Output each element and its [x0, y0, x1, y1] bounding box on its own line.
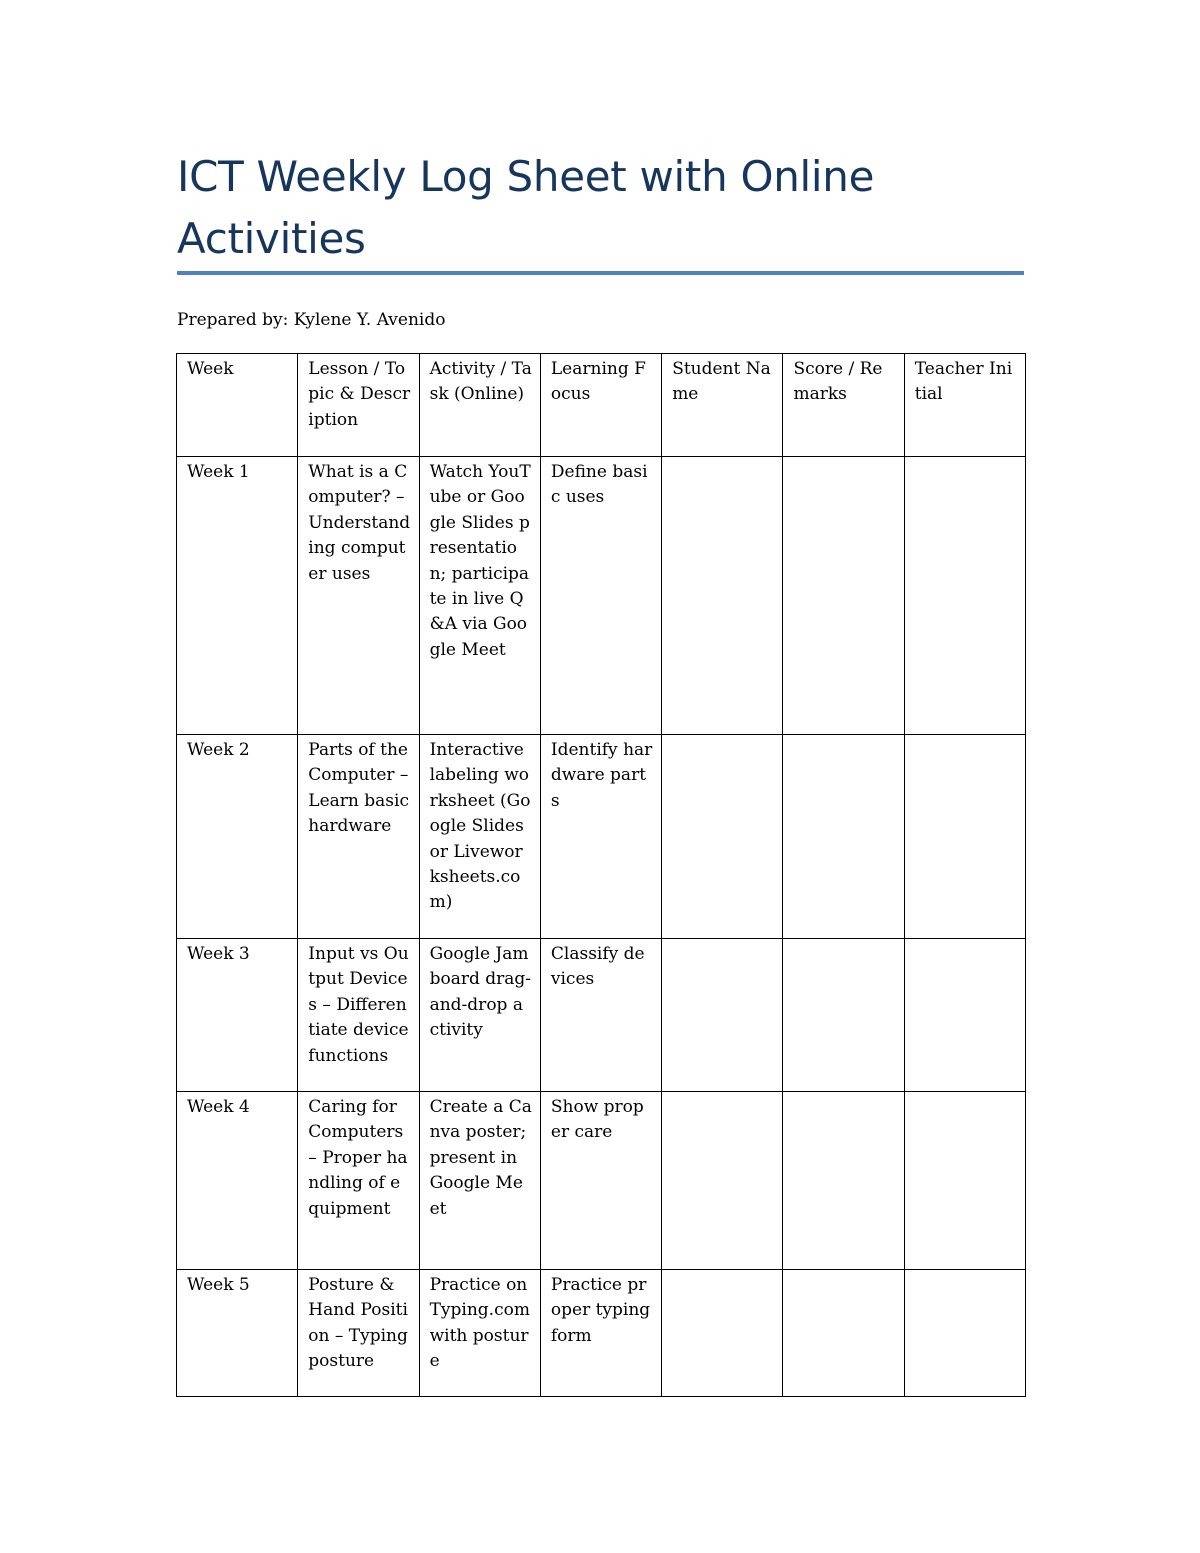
cell-score-remarks[interactable]: [783, 1092, 904, 1270]
cell-learning-focus: Identify hardware parts: [540, 735, 661, 939]
cell-student-name[interactable]: [662, 1270, 783, 1397]
cell-lesson: Parts of the Computer – Learn basic hardware: [298, 735, 419, 939]
cell-teacher-initial[interactable]: [904, 735, 1025, 939]
cell-teacher-initial[interactable]: [904, 1270, 1025, 1397]
title-underline: [177, 271, 1024, 275]
cell-week: Week 3: [177, 939, 298, 1092]
cell-learning-focus: Classify devices: [540, 939, 661, 1092]
cell-week: Week 5: [177, 1270, 298, 1397]
cell-activity: Google Jamboard drag-and-drop activity: [419, 939, 540, 1092]
cell-score-remarks[interactable]: [783, 457, 904, 735]
cell-score-remarks[interactable]: [783, 1270, 904, 1397]
table-row: [177, 939, 1026, 1092]
table-row: [177, 735, 1026, 939]
cell-activity: Interactive labeling worksheet (Google Slides or Liveworksheets.com): [419, 735, 540, 939]
cell-lesson: Posture & Hand Position – Typing posture: [298, 1270, 419, 1397]
cell-learning-focus: Define basic uses: [540, 457, 661, 735]
cell-teacher-initial[interactable]: [904, 1092, 1025, 1270]
cell-activity: Practice on Typing.com with posture: [419, 1270, 540, 1397]
cell-teacher-initial[interactable]: [904, 457, 1025, 735]
prepared-by-line: Prepared by: Kylene Y. Avenido: [177, 310, 446, 330]
cell-student-name[interactable]: [662, 735, 783, 939]
cell-week: Week 4: [177, 1092, 298, 1270]
table-row: [177, 457, 1026, 735]
cell-score-remarks[interactable]: [783, 735, 904, 939]
header-teacher-initial: Teacher Initial: [904, 354, 1025, 457]
cell-week: Week 1: [177, 457, 298, 735]
weekly-log-table: [176, 353, 1026, 1397]
header-lesson: Lesson / Topic & Description: [298, 354, 419, 457]
cell-lesson: Caring for Computers – Proper handling of equipment: [298, 1092, 419, 1270]
table-row: [177, 1092, 1026, 1270]
header-learning-focus: Learning Focus: [540, 354, 661, 457]
cell-student-name[interactable]: [662, 457, 783, 735]
cell-score-remarks[interactable]: [783, 939, 904, 1092]
header-student-name: Student Name: [662, 354, 783, 457]
cell-learning-focus: Practice proper typing form: [540, 1270, 661, 1397]
header-score-remarks: Score / Remarks: [783, 354, 904, 457]
cell-lesson: Input vs Output Devices – Differentiate device functions: [298, 939, 419, 1092]
header-week: Week: [177, 354, 298, 457]
table-header-row: [177, 354, 1026, 457]
cell-learning-focus: Show proper care: [540, 1092, 661, 1270]
cell-activity: Watch YouTube or Google Slides presentation; participate in live Q&A via Google Meet: [419, 457, 540, 735]
table-row: [177, 1270, 1026, 1397]
cell-student-name[interactable]: [662, 1092, 783, 1270]
cell-lesson: What is a Computer? – Understanding computer uses: [298, 457, 419, 735]
document-title: ICT Weekly Log Sheet with Online Activities: [177, 152, 875, 263]
cell-week: Week 2: [177, 735, 298, 939]
header-activity: Activity / Task (Online): [419, 354, 540, 457]
cell-activity: Create a Canva poster; present in Google Meet: [419, 1092, 540, 1270]
cell-student-name[interactable]: [662, 939, 783, 1092]
cell-teacher-initial[interactable]: [904, 939, 1025, 1092]
